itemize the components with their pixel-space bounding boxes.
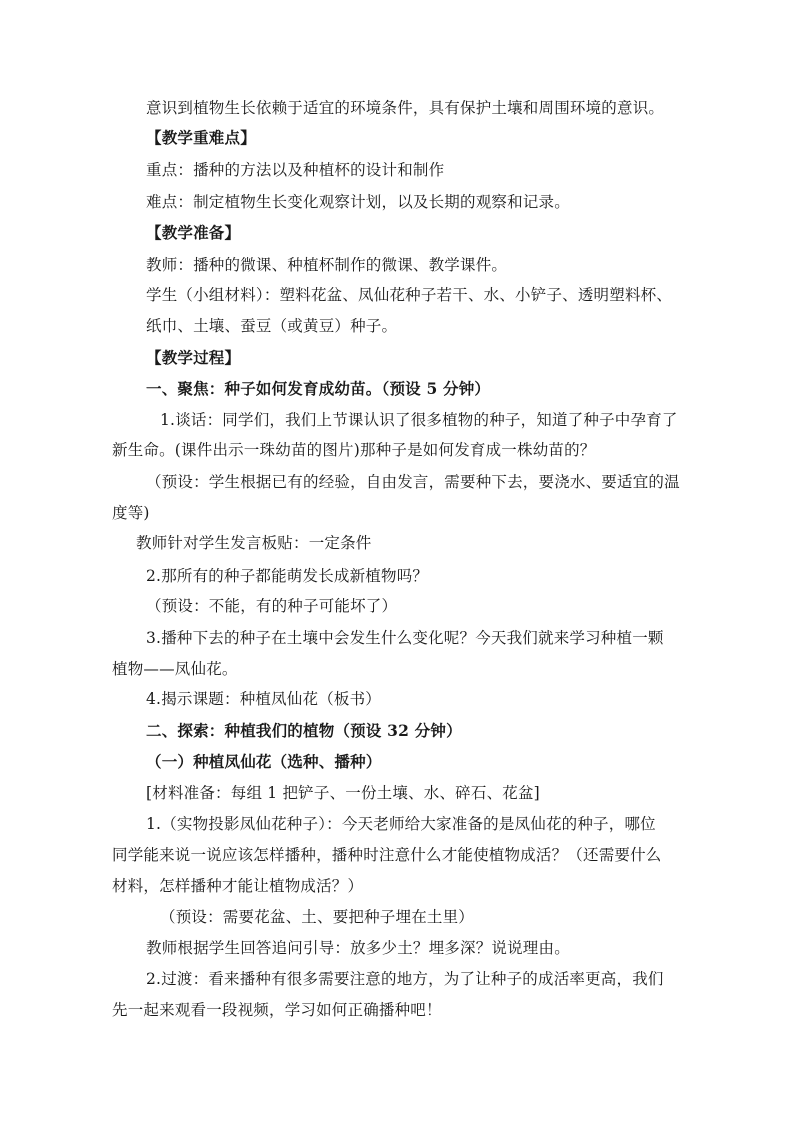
text-line: 难点：制定植物生长变化观察计划，以及长期的观察和记录。 <box>146 193 570 211</box>
text-line: 3.播种下去的种子在土壤中会发生什么变化呢？今天我们就来学习种植一颗 <box>146 629 664 647</box>
text-line: [材料准备：每组 1 把铲子、一份土壤、水、碎石、花盆] <box>146 784 540 802</box>
text-line: 意识到植物生长依赖于适宜的环境条件，具有保护土壤和周围环境的意识。 <box>146 99 665 117</box>
text-line: 度等) <box>112 504 150 522</box>
text-line: 纸巾、土壤、蚕豆（或黄豆）种子。 <box>146 317 398 335</box>
text-line: 新生命。(课件出示一珠幼苗的图片)那种子是如何发育成一株幼苗的？ <box>112 441 596 459</box>
text-line: 2.过渡：看来播种有很多需要注意的地方，为了让种子的成活率更高，我们 <box>146 970 664 988</box>
text-line: （预设：需要花盆、土、要把种子埋在土里） <box>160 908 475 926</box>
section-heading: 【教学准备】 <box>146 223 241 242</box>
subsection-heading: （一）种植凤仙花（选种、播种） <box>146 752 382 771</box>
text-line: 4.揭示课题：种植凤仙花（板书） <box>146 690 381 708</box>
text-line: 先一起来观看一段视频，学习如何正确播种吧！ <box>112 1001 442 1019</box>
text-line: 植物——凤仙花。 <box>112 660 238 678</box>
text-line: 教师针对学生发言板贴：一定条件 <box>136 534 372 552</box>
text-line: 教师根据学生回答追问引导：放多少土？埋多深？说说理由。 <box>146 939 570 957</box>
section-heading: 【教学重难点】 <box>146 128 256 147</box>
section-heading: 【教学过程】 <box>146 348 241 367</box>
text-line: 学生（小组材料）：塑料花盆、凤仙花种子若干、水、小铲子、透明塑料杯、 <box>146 286 673 304</box>
text-line: 教师：播种的微课、种植杯制作的微课、教学课件。 <box>146 256 508 274</box>
text-line: 1.（实物投影凤仙花种子）：今天老师给大家准备的是凤仙花的种子，哪位 <box>146 815 656 833</box>
text-line: 1.谈话：同学们，我们上节课认识了很多植物的种子，知道了种子中孕育了 <box>160 411 678 429</box>
text-line: 同学能来说一说应该怎样播种，播种时注意什么才能使植物成活？（还需要什么 <box>112 846 662 864</box>
text-line: 材料，怎样播种才能让植物成活？） <box>112 877 364 895</box>
section-heading: 二、探索：种植我们的植物（预设 32 分钟） <box>146 721 462 740</box>
text-line: （预设：学生根据已有的经验，自由发言，需要种下去，要浇水、要适宜的温 <box>146 473 680 491</box>
text-line: 2.那所有的种子都能萌发长成新植物吗？ <box>146 567 429 585</box>
text-line: 重点：播种的方法以及种植杯的设计和制作 <box>146 161 445 179</box>
text-line: （预设：不能，有的种子可能坏了） <box>146 597 398 615</box>
section-heading: 一、聚焦：种子如何发育成幼苗。（预设 5 分钟） <box>146 379 491 398</box>
